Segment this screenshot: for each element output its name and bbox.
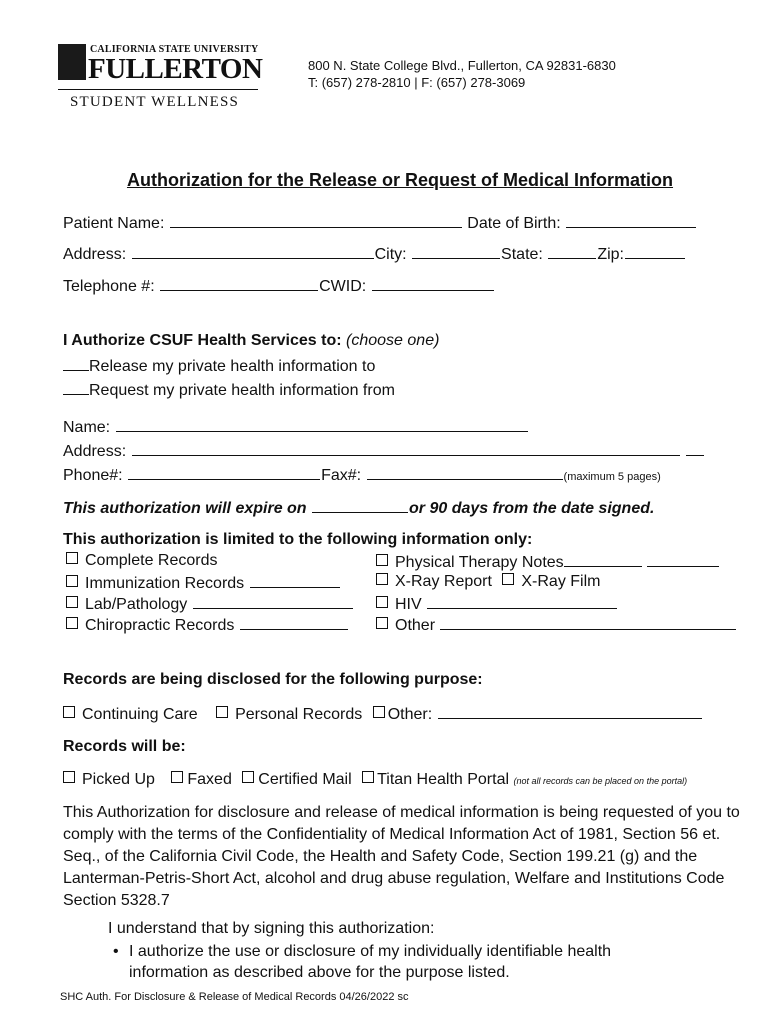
limited-heading: This authorization is limited to the following information only: — [63, 531, 533, 548]
expiry-date-field[interactable] — [312, 498, 408, 513]
xray-report-checkbox[interactable] — [376, 573, 388, 585]
physical-therapy-field[interactable] — [564, 552, 642, 567]
picked-up-label: Picked Up — [82, 771, 155, 788]
other-info-field[interactable] — [440, 615, 736, 630]
limited-item-complete — [66, 552, 218, 570]
personal-records-checkbox[interactable] — [216, 706, 228, 718]
request-option-blank[interactable] — [63, 380, 89, 395]
recipient-phone-row — [63, 465, 661, 485]
expiry-suffix: or 90 days from the date signed. — [409, 500, 655, 517]
understand-bullet-text: I authorize the use or disclosure of my individually identifiable health information as described above for the purpose listed. — [129, 943, 612, 981]
state-field[interactable] — [548, 244, 596, 259]
xray-film-checkbox[interactable] — [502, 573, 514, 585]
hiv-label: HIV — [395, 596, 422, 613]
authorize-heading-row — [63, 332, 439, 350]
phone-line: T: (657) 278-2810 | F: (657) 278-3069 — [308, 75, 526, 90]
portal-note: (not all records can be placed on the portal) — [513, 776, 688, 786]
lab-pathology-label: Lab/Pathology — [85, 596, 188, 613]
limited-item-hiv — [376, 594, 618, 614]
bullet-dot: • — [113, 943, 119, 960]
lab-pathology-field[interactable] — [193, 594, 353, 609]
patient-address-row — [63, 244, 686, 264]
recipient-phone-label: Phone#: — [63, 467, 123, 484]
chiropractic-checkbox[interactable] — [66, 617, 78, 629]
dob-label: Date of Birth: — [467, 215, 561, 232]
request-option-row — [63, 380, 395, 400]
delivery-options-row — [63, 771, 687, 789]
physical-therapy-checkbox[interactable] — [376, 554, 388, 566]
limited-item-immunization — [66, 573, 341, 593]
recipient-address-row — [63, 441, 705, 461]
recipient-fax-field[interactable] — [367, 465, 563, 480]
lab-pathology-checkbox[interactable] — [66, 596, 78, 608]
zip-field[interactable] — [625, 244, 685, 259]
state-label: State: — [501, 246, 543, 263]
physical-therapy-field-2[interactable] — [647, 552, 719, 567]
picked-up-checkbox[interactable] — [63, 771, 75, 783]
csuf-logo — [58, 42, 263, 112]
faxed-checkbox[interactable] — [171, 771, 183, 783]
logo-divider — [58, 89, 258, 90]
patient-name-label: Patient Name: — [63, 215, 165, 232]
department-name: STUDENT WELLNESS — [70, 94, 240, 110]
choose-one-note: (choose one) — [346, 332, 440, 349]
complete-records-label: Complete Records — [85, 552, 218, 569]
patient-name-row — [63, 213, 697, 233]
titan-portal-checkbox[interactable] — [362, 771, 374, 783]
recipient-fax-label: Fax#: — [321, 467, 362, 484]
university-seal-icon — [58, 44, 86, 80]
university-name: CALIFORNIA STATE UNIVERSITY — [90, 44, 259, 55]
chiropractic-label: Chiropractic Records — [85, 617, 235, 634]
cwid-field[interactable] — [372, 276, 494, 291]
understand-bullet — [113, 941, 683, 983]
physical-therapy-label: Physical Therapy Notes — [395, 554, 564, 571]
limited-item-other — [376, 615, 737, 635]
certified-mail-checkbox[interactable] — [242, 771, 254, 783]
patient-phone-row — [63, 276, 495, 296]
recipient-address-field[interactable] — [132, 441, 680, 456]
limited-item-pt — [376, 552, 720, 572]
hiv-checkbox[interactable] — [376, 596, 388, 608]
immunization-label: Immunization Records — [85, 575, 245, 592]
complete-records-checkbox[interactable] — [66, 552, 78, 564]
address-line: 800 N. State College Blvd., Fullerton, CA 92831-6830 — [308, 58, 616, 73]
certified-mail-label: Certified Mail — [258, 771, 352, 788]
form-title: Authorization for the Release or Request of Medical Information — [126, 170, 674, 190]
chiropractic-field[interactable] — [240, 615, 348, 630]
limited-item-chiro — [66, 615, 349, 635]
other-info-label: Other — [395, 617, 436, 634]
dob-field[interactable] — [566, 213, 696, 228]
telephone-field[interactable] — [160, 276, 318, 291]
recipient-address-field-end[interactable] — [686, 441, 704, 456]
immunization-field[interactable] — [250, 573, 340, 588]
recipient-name-label: Name: — [63, 419, 111, 436]
faxed-label: Faxed — [187, 771, 232, 788]
personal-records-label: Personal Records — [235, 706, 363, 723]
purpose-options-row — [63, 704, 703, 724]
xray-film-label: X-Ray Film — [521, 573, 601, 590]
legal-paragraph: This Authorization for disclosure and release of medical information is being requested of you to comply with the terms of the Confidentiality of Medical Information Act of 1981, Section 56 et. Seq., of the California Civil Code, the Health and Safety Code, Section 199.21 (g) and the Lanterman-Petris-Short Act, alcohol and drug abuse regulation, Welfare and Institutions Code Section 5328.7 — [63, 804, 740, 909]
address-field[interactable] — [132, 244, 374, 259]
recipient-phone-field[interactable] — [128, 465, 320, 480]
city-label: City: — [374, 246, 407, 263]
limited-item-xray — [376, 573, 600, 591]
fax-max-note: (maximum 5 pages) — [563, 471, 661, 483]
purpose-other-checkbox[interactable] — [373, 706, 385, 718]
cwid-label: CWID: — [319, 278, 367, 295]
delivery-heading: Records will be: — [63, 738, 186, 755]
continuing-care-label: Continuing Care — [82, 706, 198, 723]
xray-report-label: X-Ray Report — [395, 573, 492, 590]
immunization-checkbox[interactable] — [66, 575, 78, 587]
expiry-prefix: This authorization will expire on — [63, 500, 307, 517]
recipient-name-field[interactable] — [116, 417, 528, 432]
purpose-heading: Records are being disclosed for the following purpose: — [63, 671, 483, 688]
limited-item-lab — [66, 594, 354, 614]
telephone-label: Telephone #: — [63, 278, 155, 295]
release-option-blank[interactable] — [63, 356, 89, 371]
zip-label: Zip: — [597, 246, 624, 263]
city-field[interactable] — [412, 244, 500, 259]
release-option-row — [63, 356, 375, 376]
understand-intro: I understand that by signing this authorization: — [108, 920, 435, 937]
purpose-other-label: Other: — [387, 706, 433, 723]
address-block — [308, 57, 616, 91]
campus-name: FULLERTON — [88, 53, 263, 85]
recipient-address-label: Address: — [63, 443, 127, 460]
purpose-other-field[interactable] — [438, 704, 702, 719]
release-option-label: Release my private health information to — [89, 358, 376, 375]
titan-portal-label: Titan Health Portal — [377, 771, 510, 788]
other-info-checkbox[interactable] — [376, 617, 388, 629]
patient-name-field[interactable] — [170, 213, 462, 228]
authorize-heading: I Authorize CSUF Health Services to: — [63, 332, 342, 349]
recipient-name-row — [63, 417, 529, 437]
expiry-row — [63, 498, 654, 518]
hiv-field[interactable] — [427, 594, 617, 609]
address-label: Address: — [63, 246, 127, 263]
footer-text: SHC Auth. For Disclosure & Release of Medical Records 04/26/2022 sc — [60, 991, 409, 1003]
continuing-care-checkbox[interactable] — [63, 706, 75, 718]
request-option-label: Request my private health information from — [89, 382, 395, 399]
